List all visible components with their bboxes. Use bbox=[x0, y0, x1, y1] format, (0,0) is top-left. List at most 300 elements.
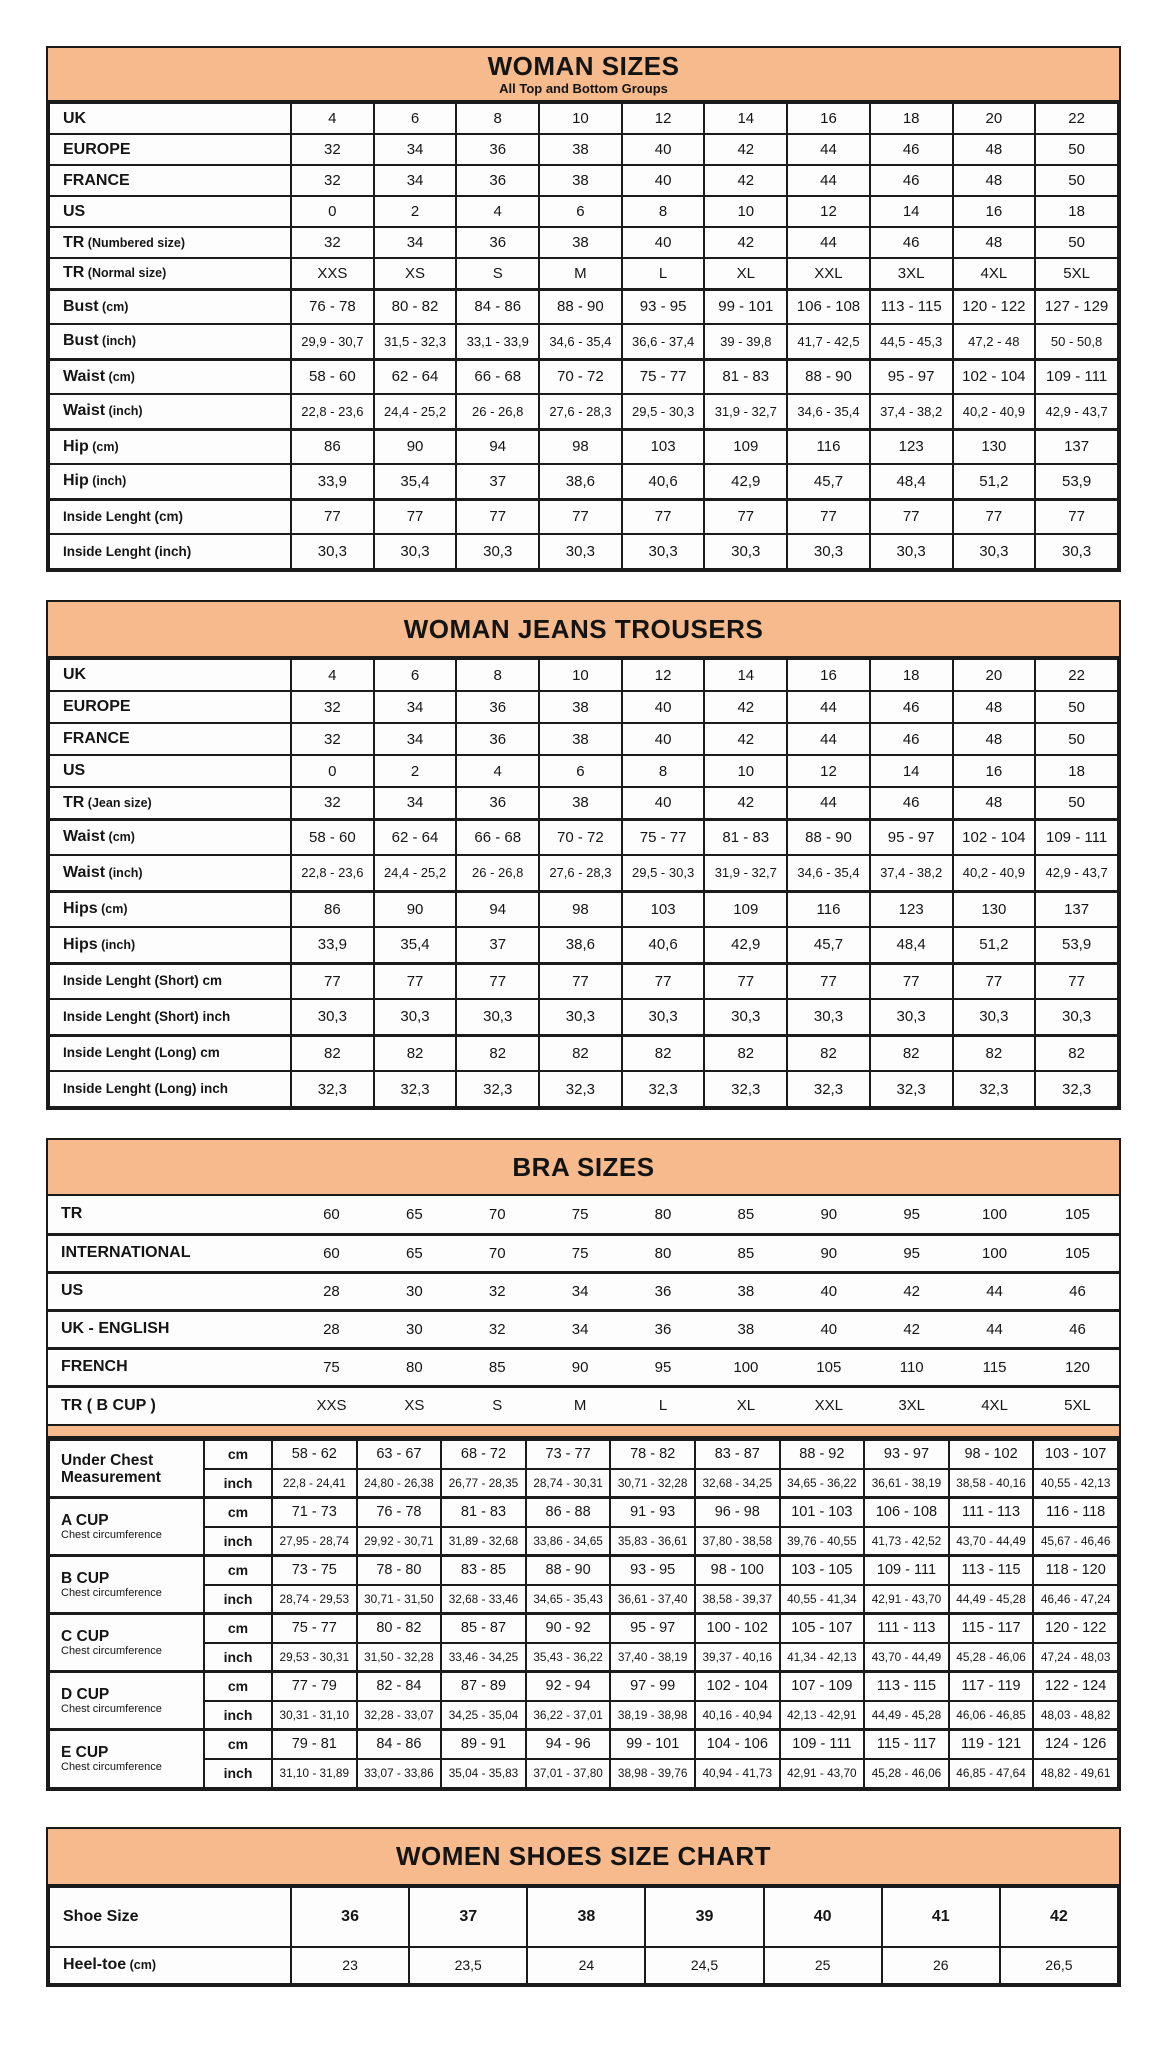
row-label: TR ( B CUP ) bbox=[48, 1386, 290, 1424]
size-cell: 42 bbox=[704, 787, 787, 819]
size-cell: 48 bbox=[953, 134, 1036, 165]
size-cell: 36 bbox=[456, 227, 539, 258]
size-cell: 30,71 - 31,50 bbox=[357, 1585, 442, 1614]
size-cell: 38 bbox=[527, 1887, 645, 1947]
size-cell: 93 - 95 bbox=[622, 289, 705, 324]
size-cell: 88 - 90 bbox=[526, 1556, 611, 1585]
table-row bbox=[49, 359, 1118, 394]
table-row bbox=[49, 755, 1118, 787]
size-cell: 32 bbox=[291, 691, 374, 723]
table-row bbox=[49, 1730, 1118, 1759]
size-cell: 42,9 bbox=[704, 464, 787, 499]
size-cell: 48,4 bbox=[870, 927, 953, 963]
size-cell: 34,65 - 35,43 bbox=[526, 1585, 611, 1614]
size-cell: 24,4 - 25,2 bbox=[374, 855, 457, 891]
woman-sizes-header bbox=[48, 48, 1119, 102]
table-row bbox=[49, 963, 1118, 999]
size-cell: 77 bbox=[870, 499, 953, 534]
size-cell: 32,3 bbox=[787, 1071, 870, 1107]
size-cell: 30 bbox=[373, 1272, 456, 1310]
size-cell: 81 - 83 bbox=[441, 1498, 526, 1527]
row-label: EUROPE bbox=[49, 691, 291, 723]
size-cell: 116 bbox=[787, 429, 870, 464]
size-cell: 32,3 bbox=[622, 1071, 705, 1107]
size-cell: 42 bbox=[704, 691, 787, 723]
size-cell: 77 bbox=[539, 499, 622, 534]
size-cell: 26,77 - 28,35 bbox=[441, 1469, 526, 1498]
size-cell: 46 bbox=[870, 165, 953, 196]
size-cell: 14 bbox=[704, 103, 787, 134]
size-cell: 103 - 107 bbox=[1033, 1440, 1118, 1469]
size-cell: 45,28 - 46,06 bbox=[949, 1643, 1034, 1672]
row-label: Shoe Size bbox=[49, 1887, 291, 1947]
size-cell: 47,24 - 48,03 bbox=[1033, 1643, 1118, 1672]
row-label: Heel-toe (cm) bbox=[49, 1947, 291, 1984]
size-cell: 22,8 - 23,6 bbox=[291, 394, 374, 429]
size-cell: 33,9 bbox=[291, 464, 374, 499]
size-cell: 6 bbox=[539, 196, 622, 227]
size-cell: 32 bbox=[456, 1272, 539, 1310]
size-cell: 28 bbox=[290, 1310, 373, 1348]
size-cell: 94 bbox=[456, 429, 539, 464]
size-cell: 82 bbox=[539, 1035, 622, 1071]
size-cell: 105 bbox=[1036, 1234, 1119, 1272]
size-cell: 63 - 67 bbox=[357, 1440, 442, 1469]
size-cell: 34 bbox=[539, 1272, 622, 1310]
size-cell: 97 - 99 bbox=[610, 1672, 695, 1701]
size-cell: 77 bbox=[953, 499, 1036, 534]
size-cell: 89 - 91 bbox=[441, 1730, 526, 1759]
size-cell: 98 bbox=[539, 891, 622, 927]
size-cell: 46 bbox=[870, 227, 953, 258]
table-row bbox=[49, 134, 1118, 165]
size-cell: 82 bbox=[374, 1035, 457, 1071]
size-cell: 38 bbox=[539, 227, 622, 258]
size-cell: 30,3 bbox=[374, 999, 457, 1035]
table-row bbox=[48, 1234, 1119, 1272]
size-cell: 4 bbox=[456, 755, 539, 787]
size-cell: 94 bbox=[456, 891, 539, 927]
size-cell: L bbox=[622, 1386, 705, 1424]
unit-label-inch: inch bbox=[204, 1643, 272, 1672]
size-cell: 86 - 88 bbox=[526, 1498, 611, 1527]
size-cell: 42 bbox=[704, 723, 787, 755]
size-cell: 78 - 80 bbox=[357, 1556, 442, 1585]
size-cell: 77 bbox=[1035, 963, 1118, 999]
size-cell: 82 bbox=[1035, 1035, 1118, 1071]
size-cell: 41,34 - 42,13 bbox=[780, 1643, 865, 1672]
size-cell: 27,6 - 28,3 bbox=[539, 394, 622, 429]
size-cell: 75 - 77 bbox=[622, 819, 705, 855]
size-cell: 38,6 bbox=[539, 464, 622, 499]
size-cell: 130 bbox=[953, 429, 1036, 464]
size-cell: 35,83 - 36,61 bbox=[610, 1527, 695, 1556]
size-cell: 82 - 84 bbox=[357, 1672, 442, 1701]
size-cell: 34 bbox=[374, 165, 457, 196]
size-cell: 46 bbox=[1036, 1272, 1119, 1310]
size-cell: 77 bbox=[374, 499, 457, 534]
size-cell: M bbox=[539, 258, 622, 289]
size-cell: 119 - 121 bbox=[949, 1730, 1034, 1759]
size-cell: 32,3 bbox=[704, 1071, 787, 1107]
size-cell: XS bbox=[373, 1386, 456, 1424]
size-cell: 91 - 93 bbox=[610, 1498, 695, 1527]
size-cell: XL bbox=[704, 1386, 787, 1424]
size-cell: 14 bbox=[870, 196, 953, 227]
size-cell: 77 bbox=[456, 963, 539, 999]
size-cell: XXL bbox=[787, 1386, 870, 1424]
size-cell: S bbox=[456, 1386, 539, 1424]
size-cell: 38 bbox=[704, 1272, 787, 1310]
table-row bbox=[49, 723, 1118, 755]
size-cell: 30,3 bbox=[1035, 534, 1118, 569]
size-cell: 32,3 bbox=[374, 1071, 457, 1107]
size-cell: 30,3 bbox=[456, 534, 539, 569]
size-cell: 14 bbox=[704, 659, 787, 691]
size-cell: 84 - 86 bbox=[456, 289, 539, 324]
cup-group-label: D CUP Chest circumference bbox=[49, 1672, 204, 1730]
shoes-size-header bbox=[48, 1829, 1119, 1886]
size-cell: 45,28 - 46,06 bbox=[864, 1759, 949, 1788]
size-cell: 40 bbox=[787, 1310, 870, 1348]
size-cell: 32,3 bbox=[539, 1071, 622, 1107]
size-cell: 37,4 - 38,2 bbox=[870, 394, 953, 429]
size-cell: 58 - 62 bbox=[272, 1440, 357, 1469]
shoes-size-title: WOMEN SHOES SIZE CHART bbox=[395, 1840, 771, 1871]
size-cell: 40,2 - 40,9 bbox=[953, 394, 1036, 429]
size-cell: 37 bbox=[456, 927, 539, 963]
jeans-trousers-title: WOMAN JEANS TROUSERS bbox=[403, 613, 764, 644]
size-cell: 4XL bbox=[953, 1386, 1036, 1424]
size-cell: 105 bbox=[1064, 1205, 1091, 1223]
size-cell: 113 - 115 bbox=[949, 1556, 1034, 1585]
row-label: TR bbox=[61, 1205, 83, 1223]
size-cell: 32,68 - 33,46 bbox=[441, 1585, 526, 1614]
size-cell: 100 bbox=[704, 1348, 787, 1386]
size-cell: 62 - 64 bbox=[374, 359, 457, 394]
size-cell: 45,7 bbox=[787, 464, 870, 499]
row-label: US bbox=[49, 196, 291, 227]
size-cell: 82 bbox=[291, 1035, 374, 1071]
size-cell: 77 bbox=[1035, 499, 1118, 534]
table-row bbox=[49, 1643, 1118, 1672]
size-cell: 18 bbox=[870, 659, 953, 691]
size-cell: XXL bbox=[787, 258, 870, 289]
size-cell: 103 bbox=[622, 429, 705, 464]
woman-sizes-title: WOMAN SIZES bbox=[487, 51, 680, 81]
size-cell: 30 bbox=[373, 1310, 456, 1348]
size-cell: 32,3 bbox=[1035, 1071, 1118, 1107]
size-cell: 40 bbox=[764, 1887, 882, 1947]
table-row bbox=[49, 103, 1118, 134]
size-cell: 18 bbox=[870, 103, 953, 134]
size-cell: 36 bbox=[456, 165, 539, 196]
size-cell: 77 bbox=[539, 963, 622, 999]
size-cell: 48 bbox=[953, 691, 1036, 723]
size-cell: 36,6 - 37,4 bbox=[622, 324, 705, 359]
size-cell: 32 bbox=[291, 165, 374, 196]
table-row bbox=[48, 1348, 1119, 1386]
size-cell: 31,9 - 32,7 bbox=[704, 855, 787, 891]
size-cell: 42 bbox=[704, 134, 787, 165]
size-cell: 77 bbox=[622, 963, 705, 999]
size-cell: 33,46 - 34,25 bbox=[441, 1643, 526, 1672]
unit-label-cm: cm bbox=[204, 1498, 272, 1527]
row-label: FRENCH bbox=[48, 1348, 290, 1386]
unit-label-cm: cm bbox=[204, 1440, 272, 1469]
size-cell: 42 bbox=[704, 165, 787, 196]
size-cell: 120 bbox=[1036, 1348, 1119, 1386]
size-cell: 45,7 bbox=[787, 927, 870, 963]
size-cell: 50 - 50,8 bbox=[1035, 324, 1118, 359]
size-cell: 46,06 - 46,85 bbox=[949, 1701, 1034, 1730]
size-cell: 30,3 bbox=[539, 534, 622, 569]
size-cell: 30,3 bbox=[456, 999, 539, 1035]
size-cell: 40 bbox=[622, 165, 705, 196]
size-cell: 90 bbox=[374, 429, 457, 464]
size-cell: 30,3 bbox=[539, 999, 622, 1035]
row-label: INTERNATIONAL bbox=[48, 1234, 290, 1272]
size-cell: 106 - 108 bbox=[864, 1498, 949, 1527]
size-cell: 77 bbox=[291, 963, 374, 999]
size-cell: 29,53 - 30,31 bbox=[272, 1643, 357, 1672]
size-cell: 41,7 - 42,5 bbox=[787, 324, 870, 359]
size-cell: 102 - 104 bbox=[953, 359, 1036, 394]
size-cell: 36 bbox=[456, 787, 539, 819]
jeans-trousers-grid bbox=[48, 658, 1119, 1108]
size-cell: 22 bbox=[1035, 659, 1118, 691]
size-cell: 34 bbox=[374, 134, 457, 165]
size-cell: 99 - 101 bbox=[704, 289, 787, 324]
size-cell: 77 bbox=[870, 963, 953, 999]
size-cell: 51,2 bbox=[953, 464, 1036, 499]
size-cell: 77 bbox=[787, 963, 870, 999]
size-cell: 86 bbox=[291, 429, 374, 464]
size-cell: 46 bbox=[1036, 1310, 1119, 1348]
cup-group-label: B CUP Chest circumference bbox=[49, 1556, 204, 1614]
table-row bbox=[49, 1614, 1118, 1643]
size-cell: 31,9 - 32,7 bbox=[704, 394, 787, 429]
table-row bbox=[49, 1527, 1118, 1556]
size-cell: 5XL bbox=[1035, 258, 1118, 289]
size-cell: 80 - 82 bbox=[357, 1614, 442, 1643]
size-cell: 16 bbox=[787, 103, 870, 134]
size-cell: 44,49 - 45,28 bbox=[864, 1701, 949, 1730]
size-cell: 62 - 64 bbox=[374, 819, 457, 855]
row-label: UK - ENGLISH bbox=[48, 1310, 290, 1348]
size-cell: 109 - 111 bbox=[780, 1730, 865, 1759]
size-cell: 77 bbox=[787, 499, 870, 534]
size-cell: 50 bbox=[1035, 227, 1118, 258]
size-cell: 16 bbox=[953, 196, 1036, 227]
bra-sizes-table bbox=[46, 1138, 1121, 1791]
table-row bbox=[49, 464, 1118, 499]
size-cell: 31,5 - 32,3 bbox=[374, 324, 457, 359]
size-cell: 29,5 - 30,3 bbox=[622, 855, 705, 891]
size-cell: 109 - 111 bbox=[864, 1556, 949, 1585]
size-cell: 71 - 73 bbox=[272, 1498, 357, 1527]
size-cell: 53,9 bbox=[1035, 464, 1118, 499]
size-cell: 34,6 - 35,4 bbox=[539, 324, 622, 359]
size-cell: 33,86 - 34,65 bbox=[526, 1527, 611, 1556]
size-cell: 40,2 - 40,9 bbox=[953, 855, 1036, 891]
table-row bbox=[49, 289, 1118, 324]
size-cell: 77 bbox=[374, 963, 457, 999]
size-cell: 42 bbox=[1000, 1887, 1118, 1947]
size-cell: M bbox=[539, 1386, 622, 1424]
size-cell: 77 bbox=[704, 499, 787, 534]
size-cell: 90 bbox=[820, 1205, 838, 1223]
size-cell: 38,98 - 39,76 bbox=[610, 1759, 695, 1788]
size-cell: 81 - 83 bbox=[704, 819, 787, 855]
size-cell: 111 - 113 bbox=[864, 1614, 949, 1643]
row-label: FRANCE bbox=[49, 723, 291, 755]
size-cell: 35,04 - 35,83 bbox=[441, 1759, 526, 1788]
size-cell: 68 - 72 bbox=[441, 1440, 526, 1469]
size-cell: 82 bbox=[622, 1035, 705, 1071]
size-cell: 24 bbox=[527, 1947, 645, 1984]
row-label: Inside Lenght (Short) cm bbox=[49, 963, 291, 999]
size-cell: 26 - 26,8 bbox=[456, 394, 539, 429]
size-cell: 38 bbox=[539, 723, 622, 755]
size-cell: 46,46 - 47,24 bbox=[1033, 1585, 1118, 1614]
size-cell: 41 bbox=[882, 1887, 1000, 1947]
size-cell: 12 bbox=[787, 755, 870, 787]
size-cell: 105 bbox=[787, 1348, 870, 1386]
size-cell: 42,13 - 42,91 bbox=[780, 1701, 865, 1730]
size-cell: 86 bbox=[291, 891, 374, 927]
size-cell: 44 bbox=[787, 165, 870, 196]
row-label: Hips (cm) bbox=[49, 891, 291, 927]
size-cell: XL bbox=[704, 258, 787, 289]
size-cell: 115 bbox=[953, 1348, 1036, 1386]
table-row bbox=[49, 1035, 1118, 1071]
size-cell: 3XL bbox=[870, 258, 953, 289]
size-cell: 36,22 - 37,01 bbox=[526, 1701, 611, 1730]
size-cell: 2 bbox=[374, 755, 457, 787]
size-cell: 22,8 - 23,6 bbox=[291, 855, 374, 891]
size-cell: XXS bbox=[291, 258, 374, 289]
size-cell: 88 - 90 bbox=[787, 359, 870, 394]
cup-group-label: C CUP Chest circumference bbox=[49, 1614, 204, 1672]
size-cell: 88 - 90 bbox=[539, 289, 622, 324]
row-label: TR (Numbered size) bbox=[49, 227, 291, 258]
size-cell: 16 bbox=[953, 755, 1036, 787]
size-cell: 32,28 - 33,07 bbox=[357, 1701, 442, 1730]
size-cell: 14 bbox=[870, 755, 953, 787]
table-row bbox=[49, 1585, 1118, 1614]
size-cell: 0 bbox=[291, 196, 374, 227]
size-cell: 123 bbox=[870, 891, 953, 927]
size-cell: 38 bbox=[539, 691, 622, 723]
shoes-size-table bbox=[46, 1827, 1121, 1987]
size-cell: 4 bbox=[456, 196, 539, 227]
unit-label-inch: inch bbox=[204, 1701, 272, 1730]
table-row bbox=[49, 1556, 1118, 1585]
size-cell: 40 bbox=[622, 787, 705, 819]
size-cell: 30,3 bbox=[622, 999, 705, 1035]
size-cell: 42,9 bbox=[704, 927, 787, 963]
size-cell: 35,4 bbox=[374, 464, 457, 499]
table-row bbox=[49, 1498, 1118, 1527]
bra-conversion-grid bbox=[48, 1196, 1119, 1424]
bra-sizes-header bbox=[48, 1140, 1119, 1196]
unit-label-cm: cm bbox=[204, 1614, 272, 1643]
size-cell: 32 bbox=[291, 227, 374, 258]
size-cell: 48,4 bbox=[870, 464, 953, 499]
size-cell: 42,91 - 43,70 bbox=[780, 1759, 865, 1788]
size-cell: 20 bbox=[953, 659, 1036, 691]
size-cell: 30,71 - 32,28 bbox=[610, 1469, 695, 1498]
table-row bbox=[48, 1196, 1119, 1234]
size-cell: 118 - 120 bbox=[1033, 1556, 1118, 1585]
table-row bbox=[48, 1272, 1119, 1310]
size-cell: 107 - 109 bbox=[780, 1672, 865, 1701]
bra-cup-measurement-grid bbox=[48, 1438, 1119, 1789]
size-cell: 44,5 - 45,3 bbox=[870, 324, 953, 359]
row-label: Waist (cm) bbox=[49, 819, 291, 855]
size-cell: 18 bbox=[1035, 755, 1118, 787]
table-row bbox=[49, 1071, 1118, 1107]
size-cell: 34 bbox=[374, 691, 457, 723]
size-cell: 36 bbox=[622, 1310, 705, 1348]
size-cell: 102 - 104 bbox=[953, 819, 1036, 855]
size-cell: 95 bbox=[903, 1205, 921, 1223]
size-cell: 32 bbox=[291, 723, 374, 755]
size-cell: 85 bbox=[737, 1205, 755, 1223]
size-cell: 34,6 - 35,4 bbox=[787, 855, 870, 891]
size-cell: 40 bbox=[622, 691, 705, 723]
size-cell: 85 bbox=[704, 1234, 787, 1272]
size-cell: 36 bbox=[456, 691, 539, 723]
table-row bbox=[49, 1947, 1118, 1984]
size-cell: 32,3 bbox=[953, 1071, 1036, 1107]
table-row bbox=[49, 1672, 1118, 1701]
size-cell: 46 bbox=[870, 691, 953, 723]
size-cell: 32 bbox=[291, 134, 374, 165]
size-cell: 29,9 - 30,7 bbox=[291, 324, 374, 359]
row-label: Waist (inch) bbox=[49, 394, 291, 429]
size-cell: 111 - 113 bbox=[949, 1498, 1034, 1527]
size-cell: 34,6 - 35,4 bbox=[787, 394, 870, 429]
size-cell: 31,50 - 32,28 bbox=[357, 1643, 442, 1672]
size-cell: 44 bbox=[953, 1272, 1036, 1310]
size-cell: 98 - 102 bbox=[949, 1440, 1034, 1469]
size-cell: 46 bbox=[870, 723, 953, 755]
size-cell: 65 bbox=[405, 1205, 423, 1223]
row-label: UK bbox=[49, 659, 291, 691]
size-cell: 42,9 - 43,7 bbox=[1035, 855, 1118, 891]
size-cell: 27,6 - 28,3 bbox=[539, 855, 622, 891]
table-row bbox=[49, 659, 1118, 691]
size-cell: 36 bbox=[622, 1272, 705, 1310]
size-cell: 44 bbox=[787, 227, 870, 258]
table-row bbox=[48, 1310, 1119, 1348]
size-cell: 76 - 78 bbox=[357, 1498, 442, 1527]
size-cell: 58 - 60 bbox=[291, 359, 374, 394]
size-cell: 36,61 - 37,40 bbox=[610, 1585, 695, 1614]
size-cell: 93 - 95 bbox=[610, 1556, 695, 1585]
size-cell: 60 bbox=[323, 1205, 340, 1223]
size-cell: 30,31 - 31,10 bbox=[272, 1701, 357, 1730]
size-cell: 36 bbox=[456, 134, 539, 165]
size-cell: 30,3 bbox=[291, 999, 374, 1035]
unit-label-cm: cm bbox=[204, 1730, 272, 1759]
size-cell: 100 bbox=[953, 1234, 1036, 1272]
size-cell: 116 bbox=[787, 891, 870, 927]
size-cell: 26,5 bbox=[1000, 1947, 1118, 1984]
size-cell: 42 bbox=[704, 227, 787, 258]
